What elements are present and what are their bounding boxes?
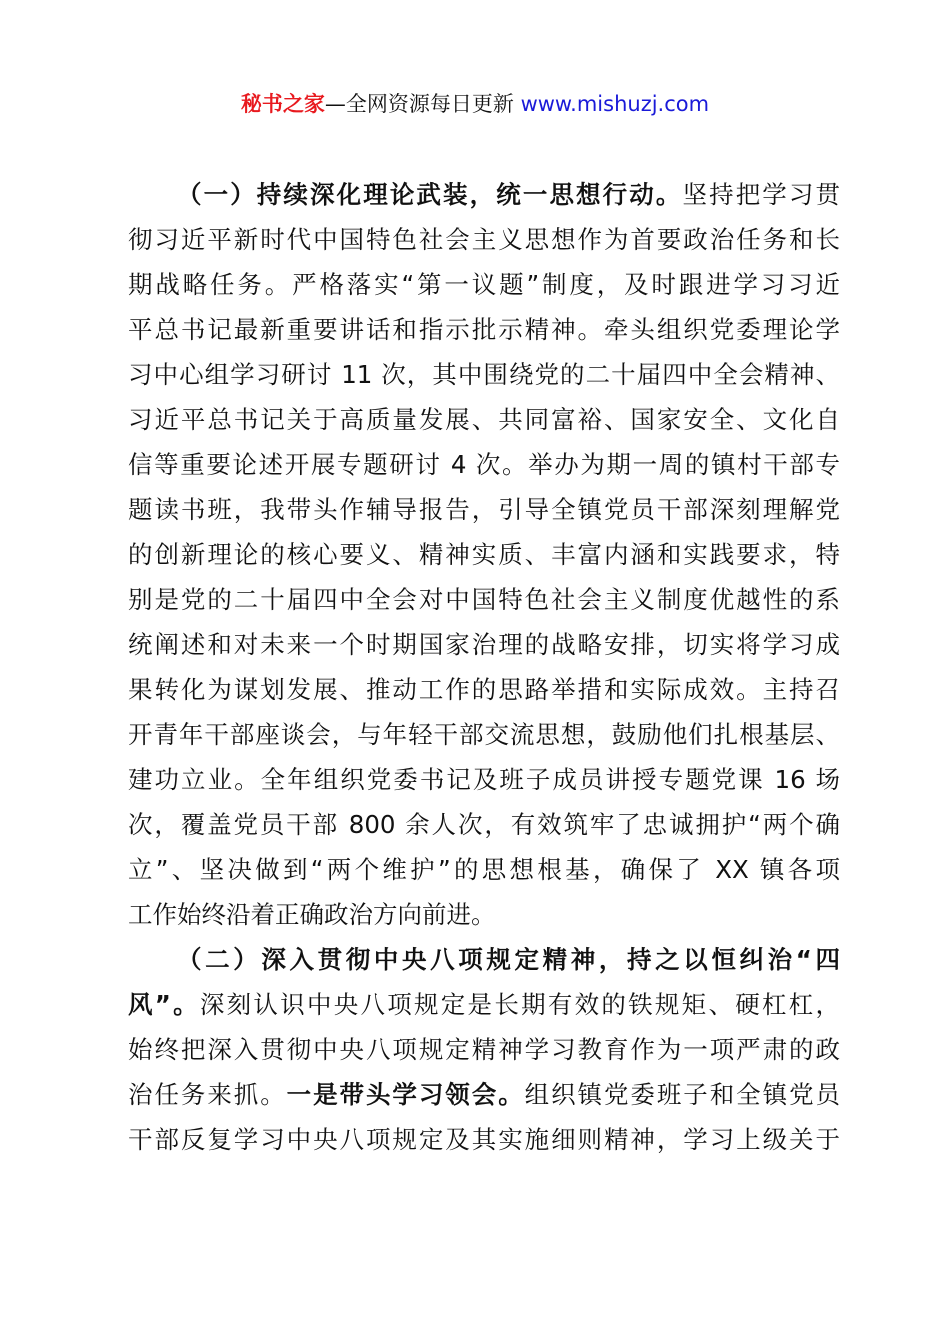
body-text-span: 建功立业。全年组织党委书记及班子成员讲授专题党课 16 场 — [128, 765, 840, 794]
paragraph-line — [128, 262, 840, 307]
body-text-span: 立”、坚决做到“两个维护”的思想根基，确保了 XX 镇各项 — [128, 855, 840, 884]
paragraph-line — [128, 622, 840, 667]
paragraph-line — [128, 577, 840, 622]
paragraph-line — [128, 1117, 840, 1162]
body-text-span: 习近平总书记关于高质量发展、共同富裕、国家安全、文化自 — [128, 405, 840, 434]
header-slogan: —全网资源每日更新 — [324, 92, 521, 116]
paragraph-line — [128, 487, 840, 532]
body-text-span: 彻习近平新时代中国特色社会主义思想作为首要政治任务和长 — [128, 225, 840, 254]
paragraph-line — [128, 892, 840, 937]
paragraph-line — [128, 667, 840, 712]
body-text-span: 题读书班，我带头作辅导报告，引导全镇党员干部深刻理解党 — [128, 495, 840, 524]
paragraph-line — [128, 757, 840, 802]
body-text-span: 坚持把学习贯 — [682, 180, 841, 209]
paragraph-line — [128, 1027, 840, 1072]
bold-heading-text: （二）深入贯彻中央八项规定精神，持之以恒纠治“四 — [177, 945, 840, 974]
body-text-span: 开青年干部座谈会，与年轻干部交流思想，鼓励他们扎根基层、 — [128, 720, 840, 749]
body-text-span: 别是党的二十届四中全会对中国特色社会主义制度优越性的系 — [128, 585, 840, 614]
document-body — [128, 172, 840, 1162]
paragraph-line — [128, 172, 840, 217]
paragraph-line — [128, 307, 840, 352]
paragraph-line — [128, 712, 840, 757]
body-text-span: 始终把深入贯彻中央八项规定精神学习教育作为一项严肃的政 — [128, 1035, 840, 1064]
paragraph-line — [128, 982, 840, 1027]
paragraph-line — [128, 352, 840, 397]
body-text-span: 果转化为谋划发展、推动工作的思路举措和实际成效。主持召 — [128, 675, 840, 704]
bold-heading-text: （一）持续深化理论武装，统一思想行动。 — [177, 180, 683, 209]
body-text-span: 的创新理论的核心要义、精神实质、丰富内涵和实践要求，特 — [128, 540, 840, 569]
body-text-span: 平总书记最新重要讲话和指示批示精神。牵头组织党委理论学 — [128, 315, 840, 344]
body-text-span: 信等重要论述开展专题研讨 4 次。举办为期一周的镇村干部专 — [128, 450, 840, 479]
paragraph-line — [128, 1072, 840, 1117]
brand-name: 秘书之家 — [240, 92, 325, 116]
body-text-span: 工作始终沿着正确政治方向前进。 — [128, 900, 496, 929]
paragraph-line — [128, 532, 840, 577]
bold-heading-text: 一是带头学习领会。 — [286, 1080, 525, 1109]
body-text-span: 次，覆盖党员干部 800 余人次，有效筑牢了忠诚拥护“两个确 — [128, 810, 840, 839]
body-text-span: 干部反复学习中央八项规定及其实施细则精神，学习上级关于 — [128, 1125, 840, 1154]
page-header — [0, 88, 950, 120]
body-text-span: 深刻认识中央八项规定是长期有效的铁规矩、硬杠杠， — [199, 990, 840, 1019]
header-url[interactable]: www.mishuzj.com — [520, 92, 710, 116]
body-text-span: 治任务来抓。 — [128, 1080, 287, 1109]
paragraph-line — [128, 937, 840, 982]
paragraph-line — [128, 802, 840, 847]
paragraph-line — [128, 847, 840, 892]
body-text-span: 期战略任务。严格落实“第一议题”制度，及时跟进学习习近 — [128, 270, 840, 299]
body-text-span: 组织镇党委班子和全镇党员 — [524, 1080, 841, 1109]
bold-heading-text: 风”。 — [128, 990, 200, 1019]
paragraph-line — [128, 397, 840, 442]
paragraph-line — [128, 217, 840, 262]
body-text-span: 统阐述和对未来一个时期国家治理的战略安排，切实将学习成 — [128, 630, 840, 659]
body-text-span: 习中心组学习研讨 11 次，其中围绕党的二十届四中全会精神、 — [128, 360, 840, 389]
paragraph-line — [128, 442, 840, 487]
